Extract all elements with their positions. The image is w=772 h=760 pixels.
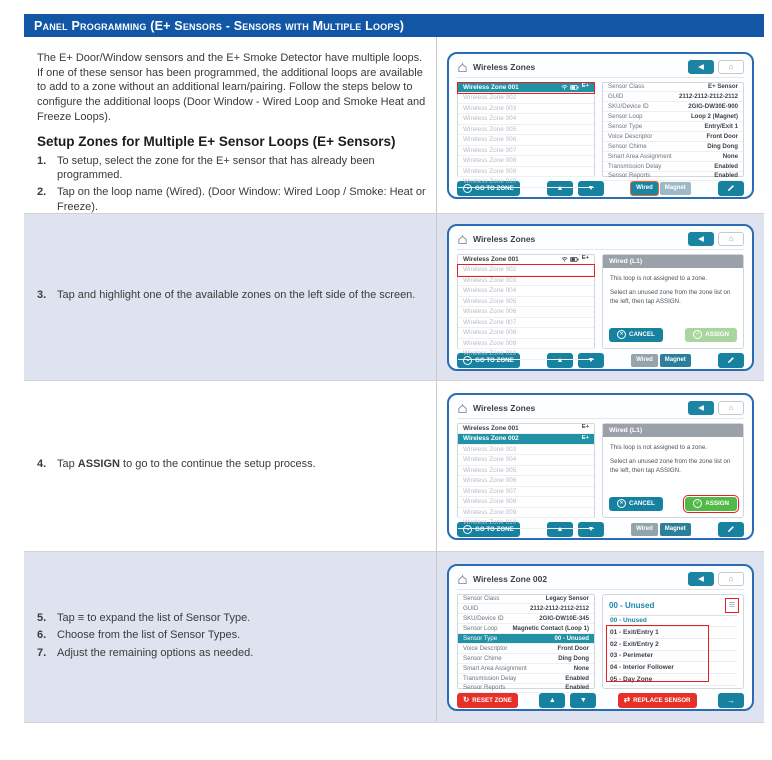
zone-row[interactable]: [458, 167, 594, 178]
detail-label: Sensor Type: [608, 123, 643, 130]
home-button[interactable]: [718, 232, 744, 246]
detail-label: Sensor Loop: [608, 113, 643, 121]
zone-label: Wireless Zone 003: [463, 445, 517, 453]
detail-value: None: [573, 664, 589, 672]
wired-loop-button[interactable]: Wired: [631, 523, 658, 536]
zone-row[interactable]: [458, 307, 594, 318]
step-number: 3.: [37, 289, 47, 302]
detail-value: 2GIG-DW30E-900: [688, 103, 738, 111]
step-text: Tap ≡ to expand the list of Sensor Type.: [57, 612, 251, 625]
zone-row[interactable]: [458, 455, 594, 466]
zone-label: Wireless Zone 008: [463, 329, 517, 337]
step-text: Tap on the loop name (Wired). (Door Window: Wired Loop / Smoke: Heat or Freeze).: [57, 186, 426, 213]
back-icon: ◀: [698, 574, 704, 584]
back-icon: ◀: [698, 403, 704, 413]
instruction-step: [37, 185, 426, 214]
instructions-cell-1: [24, 37, 437, 213]
zone-label: Wireless Zone 007: [463, 318, 517, 326]
zone-label: Wireless Zone 010: [463, 519, 517, 527]
pencil-icon: [727, 351, 735, 369]
step-text: Tap and highlight one of the available zones on the left side of the screen.: [57, 289, 416, 302]
loop-message-1: This loop is not assigned to a zone.: [610, 443, 707, 451]
instructions-cell-4: [24, 552, 437, 722]
go-to-zone-button[interactable]: GO TO ZONE: [457, 522, 520, 537]
detail-label: Sensor Chime: [463, 654, 502, 662]
content-grid: [24, 37, 764, 723]
battery-icon: [570, 85, 579, 90]
sensor-type-options: [609, 627, 737, 685]
panel-screenshot-4: [447, 564, 754, 711]
detail-value: 2GIG-DW10E-345: [539, 615, 589, 623]
back-icon: ◀: [698, 234, 704, 244]
scroll-up-button[interactable]: ▲: [547, 522, 573, 537]
step-number: 1.: [37, 154, 47, 167]
magnet-loop-button[interactable]: Magnet: [660, 523, 691, 536]
detail-row: [603, 152, 743, 162]
go-to-zone-button[interactable]: GO TO ZONE: [457, 353, 520, 368]
zone-label: Wireless Zone 007: [463, 146, 517, 154]
zone-row[interactable]: [458, 135, 594, 146]
step-text: Choose from the list of Sensor Types.: [57, 629, 241, 642]
steps-1-2: [37, 154, 426, 215]
zone-list: [457, 82, 595, 186]
zone-label: Wireless Zone 008: [463, 498, 517, 506]
setup-subheading: Setup Zones for Multiple E+ Sensor Loops (E+ Sensors): [37, 133, 396, 149]
zone-row[interactable]: [458, 276, 594, 287]
refresh-icon: ↻: [463, 695, 470, 705]
back-icon: ◀: [698, 62, 704, 72]
detail-label: GUID: [463, 605, 479, 613]
zone-row[interactable]: [458, 265, 594, 276]
detail-value: Ding Dong: [707, 142, 738, 150]
detail-value: Enabled: [565, 674, 589, 682]
panel-title: Wireless Zones: [473, 234, 536, 244]
zone-label: Wireless Zone 003: [463, 104, 517, 112]
zone-label: Wireless Zone 009: [463, 508, 517, 516]
zone-label: Wireless Zone 010: [463, 350, 517, 358]
steps-3: [37, 288, 426, 305]
dropdown-current-value: 00 - Unused: [609, 601, 655, 610]
cancel-button[interactable]: ✕ CANCEL: [609, 328, 663, 342]
sensor-type-option[interactable]: 00 - Unused: [609, 616, 737, 628]
detail-label: SKU/Device ID: [608, 103, 649, 111]
wired-loop-button[interactable]: Wired: [631, 182, 658, 195]
loop-message-2: Select an unused zone from the zone list on the left, then tap ASSIGN.: [610, 289, 731, 306]
loop-message-1: This loop is not assigned to a zone.: [610, 274, 707, 282]
replace-sensor-button[interactable]: ⇄ REPLACE SENSOR: [618, 693, 697, 708]
detail-label: GUID: [608, 93, 624, 101]
assign-button[interactable]: ✓ ASSIGN: [685, 497, 737, 511]
zone-row[interactable]: [458, 424, 594, 435]
detail-label: Sensor Loop: [463, 625, 498, 633]
zone-row[interactable]: [458, 104, 594, 115]
detail-value: 00 - Unused: [554, 635, 589, 642]
menu-icon[interactable]: ≡: [728, 599, 735, 611]
row-setup-overview: [24, 37, 764, 214]
zone-row[interactable]: [458, 328, 594, 339]
zone-label: Wireless Zone 009: [463, 167, 517, 175]
instructions-cell-3: [24, 381, 437, 551]
zone-label: Wireless Zone 004: [463, 287, 517, 295]
eplus-badge: E+: [581, 434, 589, 441]
panel-title: Wireless Zones: [473, 62, 536, 72]
wifi-icon: [561, 256, 568, 262]
detail-row: [458, 654, 594, 664]
home-icon: ⌂: [728, 62, 734, 72]
panel-screenshot-3: [447, 393, 754, 540]
zone-label: Wireless Zone 004: [463, 456, 517, 464]
detail-row: [603, 112, 743, 122]
screenshot-cell-2: [437, 214, 764, 380]
zone-row[interactable]: [458, 114, 594, 125]
intro-paragraph: The E+ Door/Window sensors and the E+ Smoke Detector have multiple loops. If one of these sensor has been programmed, the additional loops are available to add to a zone without an additional learn/pairing. Follow the steps below to configure the additional loops (Door Window - Wired Loop and Smoke Heat and Freeze Loops).: [37, 52, 426, 123]
detail-value: Front Door: [557, 644, 589, 652]
eplus-badge: E+: [581, 83, 589, 90]
zone-row[interactable]: [458, 518, 594, 529]
zone-label: Wireless Zone 005: [463, 125, 517, 133]
home-button[interactable]: [718, 572, 744, 586]
panel-screenshot-2: [447, 224, 754, 371]
back-button[interactable]: [688, 572, 714, 586]
sensor-type-option[interactable]: 03 - Perimeter: [609, 651, 737, 663]
zone-list: [457, 254, 595, 358]
detail-value: Entry/Exit 1: [704, 123, 738, 130]
assign-button[interactable]: ✓ ASSIGN: [685, 328, 737, 342]
zone-row[interactable]: [458, 466, 594, 477]
zone-list: [457, 423, 595, 527]
back-button[interactable]: [688, 232, 714, 246]
screenshot-cell-4: [437, 552, 764, 722]
edit-button[interactable]: [718, 181, 744, 196]
pencil-icon: [727, 179, 735, 197]
panel-screenshot-1: [447, 52, 754, 199]
zone-label: Wireless Zone 001: [463, 424, 519, 432]
check-icon: ✓: [693, 330, 702, 339]
home-button[interactable]: [718, 60, 744, 74]
panel-header: [457, 570, 744, 590]
detail-row: [603, 92, 743, 102]
zone-row[interactable]: [458, 286, 594, 297]
zone-row[interactable]: [458, 508, 594, 519]
zone-label: Wireless Zone 003: [463, 276, 517, 284]
detail-row: [458, 624, 594, 634]
home-button[interactable]: [718, 401, 744, 415]
detail-row: [458, 634, 594, 644]
zone-label: Wireless Zone 001: [463, 255, 519, 263]
panel-header: [457, 58, 744, 78]
zone-label: Wireless Zone 009: [463, 339, 517, 347]
step-text: To setup, select the zone for the E+ sensor that has already been programmed.: [57, 154, 375, 182]
right-arrow-icon: →: [726, 695, 735, 705]
detail-row: [603, 132, 743, 142]
section-title: Panel Programming (E+ Sensors - Sensors with Multiple Loops): [34, 18, 405, 33]
detail-label: Transmission Delay: [608, 162, 662, 170]
panel-header: [457, 399, 744, 419]
instruction-step: [37, 628, 426, 643]
zone-row[interactable]: [458, 177, 594, 188]
panel-title: Wireless Zone 002: [473, 574, 548, 584]
step-number: 4.: [37, 458, 47, 471]
zone-row[interactable]: [458, 255, 594, 266]
detail-row: [603, 102, 743, 112]
detail-value: E+ Sensor: [708, 83, 738, 91]
scroll-up-button[interactable]: ▲: [539, 693, 565, 708]
loop-message-2: Select an unused zone from the zone list on the left, then tap ASSIGN.: [610, 458, 731, 475]
scroll-down-button[interactable]: ▼: [578, 353, 604, 368]
zone-label: Wireless Zone 008: [463, 157, 517, 165]
instruction-step: [37, 646, 426, 661]
reset-zone-button[interactable]: ↻ RESET ZONE: [457, 693, 518, 708]
scroll-up-button[interactable]: ▲: [547, 181, 573, 196]
edit-button[interactable]: [718, 522, 744, 537]
row-step-3: [24, 214, 764, 381]
instruction-step: [37, 611, 426, 626]
battery-icon: [570, 257, 579, 262]
cancel-icon: ✕: [617, 499, 626, 508]
detail-row: [458, 674, 594, 684]
detail-value: Enabled: [714, 172, 738, 180]
detail-row: [603, 142, 743, 152]
sensor-type-option[interactable]: 02 - Exit/Entry 2: [609, 639, 737, 651]
zone-label: Wireless Zone 005: [463, 297, 517, 305]
detail-label: Sensor Class: [608, 83, 645, 91]
detail-row: [458, 604, 594, 614]
wifi-icon: [561, 84, 568, 90]
detail-label: Smart Area Assignment: [608, 152, 672, 160]
zone-label: Wireless Zone 002: [463, 435, 519, 443]
zone-row[interactable]: [458, 93, 594, 104]
detail-label: Sensor Type: [463, 635, 498, 642]
scroll-down-button[interactable]: ▼: [578, 522, 604, 537]
zone-row[interactable]: [458, 297, 594, 308]
sensor-type-dropdown: [602, 594, 744, 689]
cancel-button[interactable]: ✕ CANCEL: [609, 497, 663, 511]
wireless-zones-icon: [457, 234, 468, 245]
zone-row[interactable]: [458, 125, 594, 136]
steps-5-7: [37, 611, 426, 662]
zone-row[interactable]: [458, 445, 594, 456]
wireless-zones-icon: [457, 62, 468, 73]
steps-4: [37, 457, 426, 474]
zone-row[interactable]: [458, 434, 594, 445]
edit-button[interactable]: [718, 353, 744, 368]
detail-label: Transmission Delay: [463, 674, 517, 682]
detail-value: Magnetic Contact (Loop 1): [512, 625, 589, 633]
zone-row[interactable]: [458, 83, 594, 94]
wireless-zones-icon: [457, 574, 468, 585]
step-number: 5.: [37, 612, 47, 625]
zone-label: Wireless Zone 002: [463, 266, 517, 274]
detail-value: Enabled: [565, 684, 589, 692]
row-steps-5-7: [24, 552, 764, 723]
step-text: Tap ASSIGN to go to the continue the setup process.: [57, 458, 316, 471]
zone-label: Wireless Zone 004: [463, 115, 517, 123]
detail-label: Sensor Reports: [463, 684, 506, 692]
detail-value: None: [722, 152, 738, 160]
eplus-badge: E+: [581, 424, 589, 431]
zone-label: Wireless Zone 006: [463, 477, 517, 485]
zone-row[interactable]: [458, 487, 594, 498]
detail-label: Voice Descriptor: [608, 132, 653, 140]
scroll-up-button[interactable]: ▲: [547, 353, 573, 368]
check-icon: ✓: [693, 499, 702, 508]
pencil-icon: [727, 520, 735, 538]
zone-row[interactable]: [458, 476, 594, 487]
row-step-4: [24, 381, 764, 552]
scroll-down-button[interactable]: ▼: [578, 181, 604, 196]
zone-label: Wireless Zone 007: [463, 487, 517, 495]
sensor-details-list: [602, 82, 744, 180]
detail-label: SKU/Device ID: [463, 615, 504, 623]
loop-panel-header: Wired (L1): [603, 255, 743, 268]
home-icon: ⌂: [728, 574, 734, 584]
zone-row[interactable]: [458, 156, 594, 167]
detail-value: Front Door: [706, 132, 738, 140]
detail-value: 2112-2112-2112-2112: [530, 605, 589, 613]
zone-label: Wireless Zone 001: [463, 83, 519, 91]
detail-label: Smart Area Assignment: [463, 664, 527, 672]
zone-row[interactable]: [458, 146, 594, 157]
screenshot-cell-3: [437, 381, 764, 551]
detail-label: Sensor Class: [463, 595, 500, 603]
back-button[interactable]: [688, 401, 714, 415]
detail-row: [458, 595, 594, 605]
zone-row[interactable]: [458, 318, 594, 329]
instruction-step: [37, 457, 426, 472]
detail-label: Sensor Reports: [608, 172, 651, 180]
detail-row: [458, 644, 594, 654]
wired-loop-button[interactable]: Wired: [631, 354, 658, 367]
sensor-type-option[interactable]: 01 - Exit/Entry 1: [609, 627, 737, 639]
panel-title: Wireless Zones: [473, 403, 536, 413]
instruction-step: [37, 288, 426, 303]
detail-value: 2112-2112-2112-2112: [679, 93, 738, 101]
loop-panel: [602, 423, 744, 518]
detail-value: Ding Dong: [558, 654, 589, 662]
swap-icon: ⇄: [623, 695, 631, 705]
detail-label: Voice Descriptor: [463, 644, 508, 652]
eplus-badge: E+: [581, 255, 589, 262]
zone-label: Wireless Zone 002: [463, 94, 517, 102]
step-number: 7.: [37, 646, 47, 659]
instruction-step: [37, 154, 426, 183]
instructions-cell-2: [24, 214, 437, 380]
zone-row[interactable]: [458, 497, 594, 508]
zone-row[interactable]: [458, 339, 594, 350]
scroll-down-button[interactable]: ▼: [570, 693, 596, 708]
loop-panel-header: Wired (L1): [603, 424, 743, 437]
sensor-details-list: [457, 594, 595, 692]
loop-panel: [602, 254, 744, 349]
home-icon: ⌂: [728, 234, 734, 244]
detail-value: Legacy Sensor: [545, 595, 589, 603]
detail-value: Loop 2 (Magnet): [690, 113, 738, 121]
zone-label: Wireless Zone 010: [463, 178, 517, 186]
step-number: 2.: [37, 186, 47, 199]
back-button[interactable]: [688, 60, 714, 74]
step-text: Adjust the remaining options as needed.: [57, 646, 254, 659]
detail-row: [603, 162, 743, 172]
detail-row: [603, 122, 743, 132]
zone-label: Wireless Zone 006: [463, 308, 517, 316]
zone-row[interactable]: [458, 349, 594, 360]
home-icon: ⌂: [728, 403, 734, 413]
detail-row: [458, 614, 594, 624]
cancel-icon: ✕: [617, 330, 626, 339]
detail-row: [603, 83, 743, 93]
panel-header: [457, 230, 744, 250]
go-to-zone-button[interactable]: GO TO ZONE: [457, 181, 520, 196]
detail-value: Enabled: [714, 162, 738, 170]
screenshot-cell-1: [437, 37, 764, 213]
section-banner: [24, 14, 764, 37]
sensor-type-option[interactable]: 04 - Interior Follower: [609, 662, 737, 674]
wireless-zones-icon: [457, 403, 468, 414]
detail-row: [458, 664, 594, 674]
next-button[interactable]: [718, 693, 744, 708]
detail-label: Sensor Chime: [608, 142, 647, 150]
step-number: 6.: [37, 629, 47, 642]
magnet-loop-button[interactable]: Magnet: [660, 182, 691, 195]
magnet-loop-button[interactable]: Magnet: [660, 354, 691, 367]
zone-label: Wireless Zone 005: [463, 466, 517, 474]
sensor-type-option[interactable]: 05 - Day Zone: [609, 674, 737, 686]
zone-label: Wireless Zone 006: [463, 136, 517, 144]
